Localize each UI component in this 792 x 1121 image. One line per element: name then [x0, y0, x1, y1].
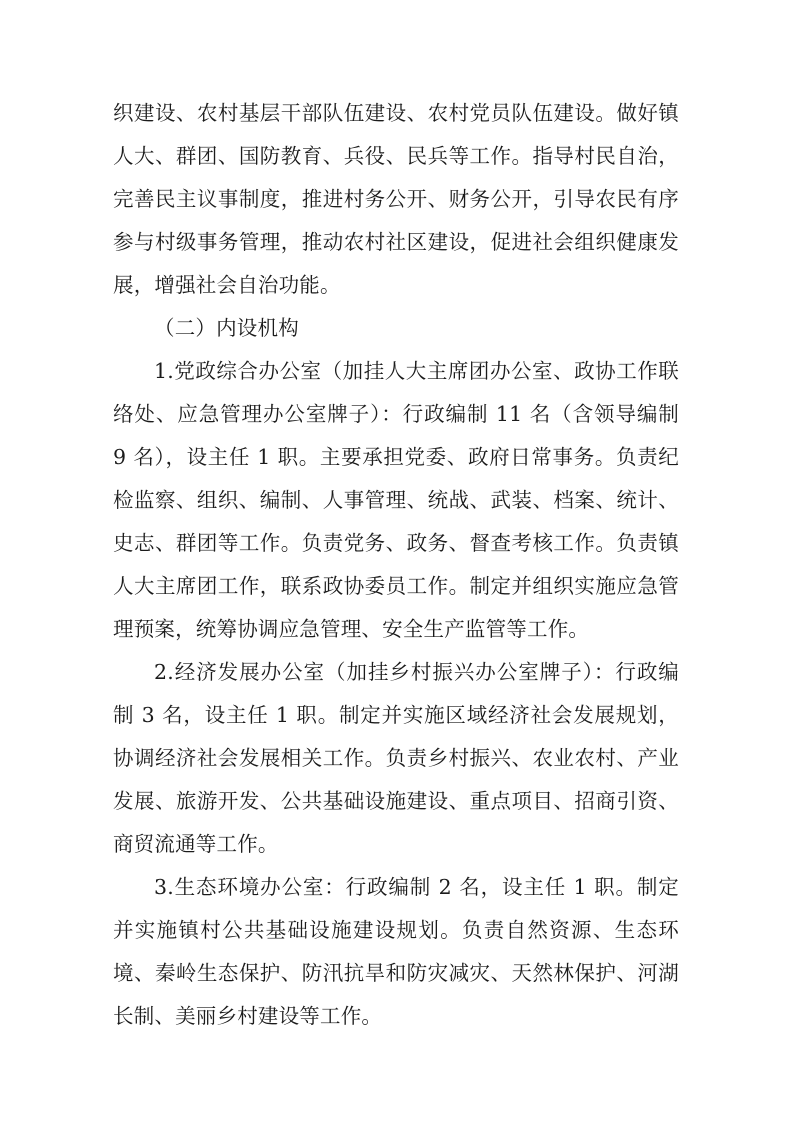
document-body	[113, 92, 679, 1038]
paragraph-item-3: 3.生态环境办公室：行政编制 2 名，设主任 1 职。制定并实施镇村公共基础设施建设规划。负责自然资源、生态环境、秦岭生态保护、防汛抗旱和防灾减灾、天然林保护、河湖长制、美丽乡村建设等工作。	[113, 875, 679, 1028]
paragraph-continued-intro: 织建设、农村基层干部队伍建设、农村党员队伍建设。做好镇人大、群团、国防教育、兵役、民兵等工作。指导村民自治，完善民主议事制度，推进村务公开、财务公开，引导农民有序参与村级事务管理，推动农村社区建设，促进社会组织健康发展，增强社会自治功能。	[113, 101, 679, 297]
paragraph-section-heading: （二）内设机构	[154, 316, 299, 340]
paragraph-item-1: 1.党政综合办公室（加挂人大主席团办公室、政协工作联络处、应急管理办公室牌子）：行政编制 11 名（含领导编制 9 名），设主任 1 职。主要承担党委、政府日常事务。负责纪检监察、组织、编制、人事管理、统战、武装、档案、统计、史志、群团等工作。负责党务、政务、督查考核工作。负责镇人大主席团工作，联系政协委员工作。制定并组织实施应急管理预案，统筹协调应急管理、安全生产监管等工作。	[113, 359, 679, 641]
paragraph-item-2: 2.经济发展办公室（加挂乡村振兴办公室牌子）：行政编制 3 名，设主任 1 职。制定并实施区域经济社会发展规划，协调经济社会发展相关工作。负责乡村振兴、农业农村、产业发展、旅游开发、公共基础设施建设、重点项目、招商引资、商贸流通等工作。	[113, 660, 679, 856]
